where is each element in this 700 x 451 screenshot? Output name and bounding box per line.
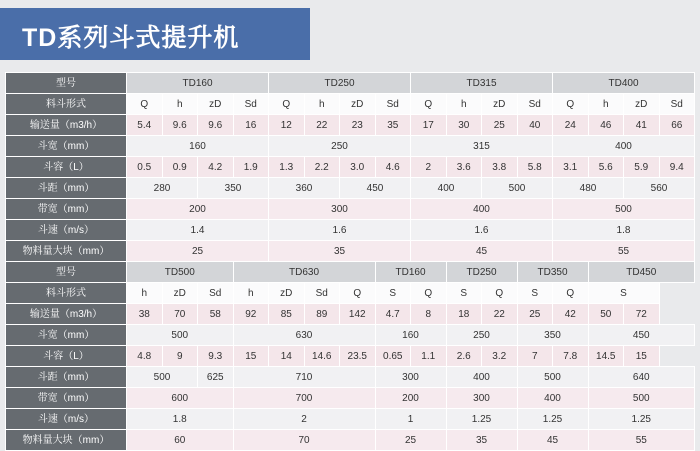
- row-label: 物料量大块（mm）: [6, 241, 127, 262]
- cell: 350: [198, 178, 269, 199]
- table-row: [6, 283, 695, 304]
- cell: 92: [233, 304, 269, 325]
- cell: 1.25: [446, 409, 517, 430]
- cell: 25: [482, 115, 518, 136]
- cell: 2.2: [304, 157, 340, 178]
- cell: 72: [624, 304, 660, 325]
- table-row: [6, 157, 695, 178]
- cell: 1.3: [269, 157, 305, 178]
- cell: 23.5: [340, 346, 376, 367]
- cell: 14.6: [304, 346, 340, 367]
- cell: 350: [517, 325, 588, 346]
- cell: h: [588, 94, 624, 115]
- cell: 250: [446, 325, 517, 346]
- table-row: [6, 262, 695, 283]
- cell: S: [375, 283, 411, 304]
- cell: 0.65: [375, 346, 411, 367]
- table-row: [6, 304, 695, 325]
- cell: 5.9: [624, 157, 660, 178]
- model-header: TD160: [127, 73, 269, 94]
- cell: 160: [375, 325, 446, 346]
- cell: 300: [269, 199, 411, 220]
- cell: 300: [446, 388, 517, 409]
- cell: Q: [482, 283, 518, 304]
- cell: 24: [553, 115, 589, 136]
- cell: 1.6: [411, 220, 553, 241]
- cell: 35: [446, 430, 517, 451]
- cell: 142: [340, 304, 376, 325]
- cell: 480: [553, 178, 624, 199]
- cell: 58: [198, 304, 234, 325]
- cell: 15: [233, 346, 269, 367]
- cell: 55: [553, 241, 695, 262]
- cell: 5.4: [127, 115, 163, 136]
- cell: S: [517, 283, 553, 304]
- cell: 3.1: [553, 157, 589, 178]
- cell: 500: [127, 367, 198, 388]
- cell: Q: [553, 94, 589, 115]
- cell: 500: [588, 388, 695, 409]
- cell: S: [446, 283, 482, 304]
- cell: 12: [269, 115, 305, 136]
- model-header: TD250: [446, 262, 517, 283]
- cell: 640: [588, 367, 695, 388]
- cell: 160: [127, 136, 269, 157]
- cell: 35: [269, 241, 411, 262]
- cell: 23: [340, 115, 376, 136]
- cell: 2: [411, 157, 447, 178]
- cell: 45: [517, 430, 588, 451]
- cell: 70: [162, 304, 198, 325]
- cell: 1.25: [588, 409, 695, 430]
- row-label: 输送量（m3/h）: [6, 115, 127, 136]
- cell: 25: [127, 241, 269, 262]
- row-label: 物料量大块（mm）: [6, 430, 127, 451]
- cell: 625: [198, 367, 234, 388]
- cell: 3.2: [482, 346, 518, 367]
- row-label: 斗容（L）: [6, 346, 127, 367]
- cell: 4.2: [198, 157, 234, 178]
- cell: 1.8: [127, 409, 234, 430]
- cell: 500: [482, 178, 553, 199]
- cell: 200: [127, 199, 269, 220]
- cell: 18: [446, 304, 482, 325]
- cell: 22: [482, 304, 518, 325]
- cell: 7: [517, 346, 553, 367]
- model-header: TD160: [375, 262, 446, 283]
- cell: h: [162, 94, 198, 115]
- cell: Q: [553, 283, 589, 304]
- cell: 9.6: [162, 115, 198, 136]
- cell: 500: [517, 367, 588, 388]
- cell: h: [446, 94, 482, 115]
- cell: 89: [304, 304, 340, 325]
- row-label: 带宽（mm）: [6, 199, 127, 220]
- table-row: [6, 388, 695, 409]
- cell: 38: [127, 304, 163, 325]
- cell: 46: [588, 115, 624, 136]
- row-label: 斗距（mm）: [6, 178, 127, 199]
- cell: 9.3: [198, 346, 234, 367]
- cell: 9.6: [198, 115, 234, 136]
- cell: 200: [375, 388, 446, 409]
- cell: 450: [588, 325, 695, 346]
- row-label: 斗距（mm）: [6, 367, 127, 388]
- cell: 41: [624, 115, 660, 136]
- cell: 500: [553, 199, 695, 220]
- cell: 560: [624, 178, 695, 199]
- cell: zD: [624, 94, 660, 115]
- cell: 700: [233, 388, 375, 409]
- cell: 1: [375, 409, 446, 430]
- cell: 600: [127, 388, 234, 409]
- cell: 2.6: [446, 346, 482, 367]
- table-row: [6, 367, 695, 388]
- cell: h: [233, 283, 269, 304]
- cell: 15: [624, 346, 660, 367]
- cell: Sd: [659, 94, 695, 115]
- cell: Q: [269, 94, 305, 115]
- cell: 9: [162, 346, 198, 367]
- cell: 280: [127, 178, 198, 199]
- cell: 1.1: [411, 346, 447, 367]
- cell: 60: [127, 430, 234, 451]
- cell: h: [127, 283, 163, 304]
- cell: 400: [553, 136, 695, 157]
- cell: 5.6: [588, 157, 624, 178]
- table-row: [6, 73, 695, 94]
- cell: 4.8: [127, 346, 163, 367]
- model-header: TD500: [127, 262, 234, 283]
- model-header: TD450: [588, 262, 695, 283]
- row-label: 斗速（m/s）: [6, 409, 127, 430]
- cell: 3.8: [482, 157, 518, 178]
- cell: 500: [127, 325, 234, 346]
- model-header: TD250: [269, 73, 411, 94]
- cell: 0.9: [162, 157, 198, 178]
- cell: 50: [588, 304, 624, 325]
- cell: 14.5: [588, 346, 624, 367]
- cell: 710: [233, 367, 375, 388]
- cell: 45: [411, 241, 553, 262]
- cell: 1.6: [269, 220, 411, 241]
- cell: 2: [233, 409, 375, 430]
- cell: 25: [375, 430, 446, 451]
- cell: 17: [411, 115, 447, 136]
- cell: 25: [517, 304, 553, 325]
- cell: 250: [269, 136, 411, 157]
- row-label: 斗容（L）: [6, 157, 127, 178]
- cell: Q: [127, 94, 163, 115]
- row-label: 斗宽（mm）: [6, 136, 127, 157]
- table-row: [6, 220, 695, 241]
- cell: Sd: [198, 283, 234, 304]
- row-label: 型号: [6, 73, 127, 94]
- row-label: 料斗形式: [6, 94, 127, 115]
- cell: zD: [162, 283, 198, 304]
- model-header: TD630: [233, 262, 375, 283]
- cell: 16: [233, 115, 269, 136]
- cell: 66: [659, 115, 695, 136]
- spec-table-wrapper: [5, 72, 695, 451]
- table-row: [6, 430, 695, 451]
- model-header: TD350: [517, 262, 588, 283]
- cell: zD: [482, 94, 518, 115]
- table-row: [6, 409, 695, 430]
- row-label: 输送量（m3/h）: [6, 304, 127, 325]
- cell: 4.7: [375, 304, 411, 325]
- cell: zD: [198, 94, 234, 115]
- model-header: TD400: [553, 73, 695, 94]
- row-label: 斗宽（mm）: [6, 325, 127, 346]
- cell: 1.9: [233, 157, 269, 178]
- table-row: [6, 199, 695, 220]
- cell: 35: [375, 115, 411, 136]
- table-row: [6, 178, 695, 199]
- cell: 70: [233, 430, 375, 451]
- cell: zD: [340, 94, 376, 115]
- cell: Sd: [304, 283, 340, 304]
- cell: 315: [411, 136, 553, 157]
- cell: 22: [304, 115, 340, 136]
- row-label: 斗速（m/s）: [6, 220, 127, 241]
- cell: zD: [269, 283, 305, 304]
- table-row: [6, 241, 695, 262]
- cell: 30: [446, 115, 482, 136]
- cell: Sd: [375, 94, 411, 115]
- cell: 8: [411, 304, 447, 325]
- cell: 4.6: [375, 157, 411, 178]
- cell: Q: [340, 283, 376, 304]
- cell: Sd: [517, 94, 553, 115]
- page-title: TD系列斗式提升机: [22, 24, 240, 52]
- cell: 1.8: [553, 220, 695, 241]
- spec-table: [5, 72, 695, 451]
- cell: Q: [411, 94, 447, 115]
- cell: 1.4: [127, 220, 269, 241]
- cell: 400: [411, 199, 553, 220]
- model-header: TD315: [411, 73, 553, 94]
- cell: 42: [553, 304, 589, 325]
- cell: 5.8: [517, 157, 553, 178]
- cell: S: [588, 283, 659, 304]
- cell: h: [304, 94, 340, 115]
- row-label: 型号: [6, 262, 127, 283]
- cell: 85: [269, 304, 305, 325]
- cell: 40: [517, 115, 553, 136]
- table-row: [6, 115, 695, 136]
- cell: Sd: [233, 94, 269, 115]
- table-row: [6, 346, 695, 367]
- cell: 400: [411, 178, 482, 199]
- cell: 360: [269, 178, 340, 199]
- cell: 7.8: [553, 346, 589, 367]
- cell: 0.5: [127, 157, 163, 178]
- cell: 14: [269, 346, 305, 367]
- table-row: [6, 136, 695, 157]
- cell: 300: [375, 367, 446, 388]
- cell: 3.0: [340, 157, 376, 178]
- row-label: 带宽（mm）: [6, 388, 127, 409]
- cell: 1.25: [517, 409, 588, 430]
- cell: 9.4: [659, 157, 695, 178]
- cell: 400: [517, 388, 588, 409]
- cell: 450: [340, 178, 411, 199]
- cell: 55: [588, 430, 695, 451]
- cell: 400: [446, 367, 517, 388]
- cell: Q: [411, 283, 447, 304]
- cell: 3.6: [446, 157, 482, 178]
- row-label: 料斗形式: [6, 283, 127, 304]
- table-row: [6, 325, 695, 346]
- cell: 630: [233, 325, 375, 346]
- page-banner: [0, 0, 700, 70]
- table-row: [6, 94, 695, 115]
